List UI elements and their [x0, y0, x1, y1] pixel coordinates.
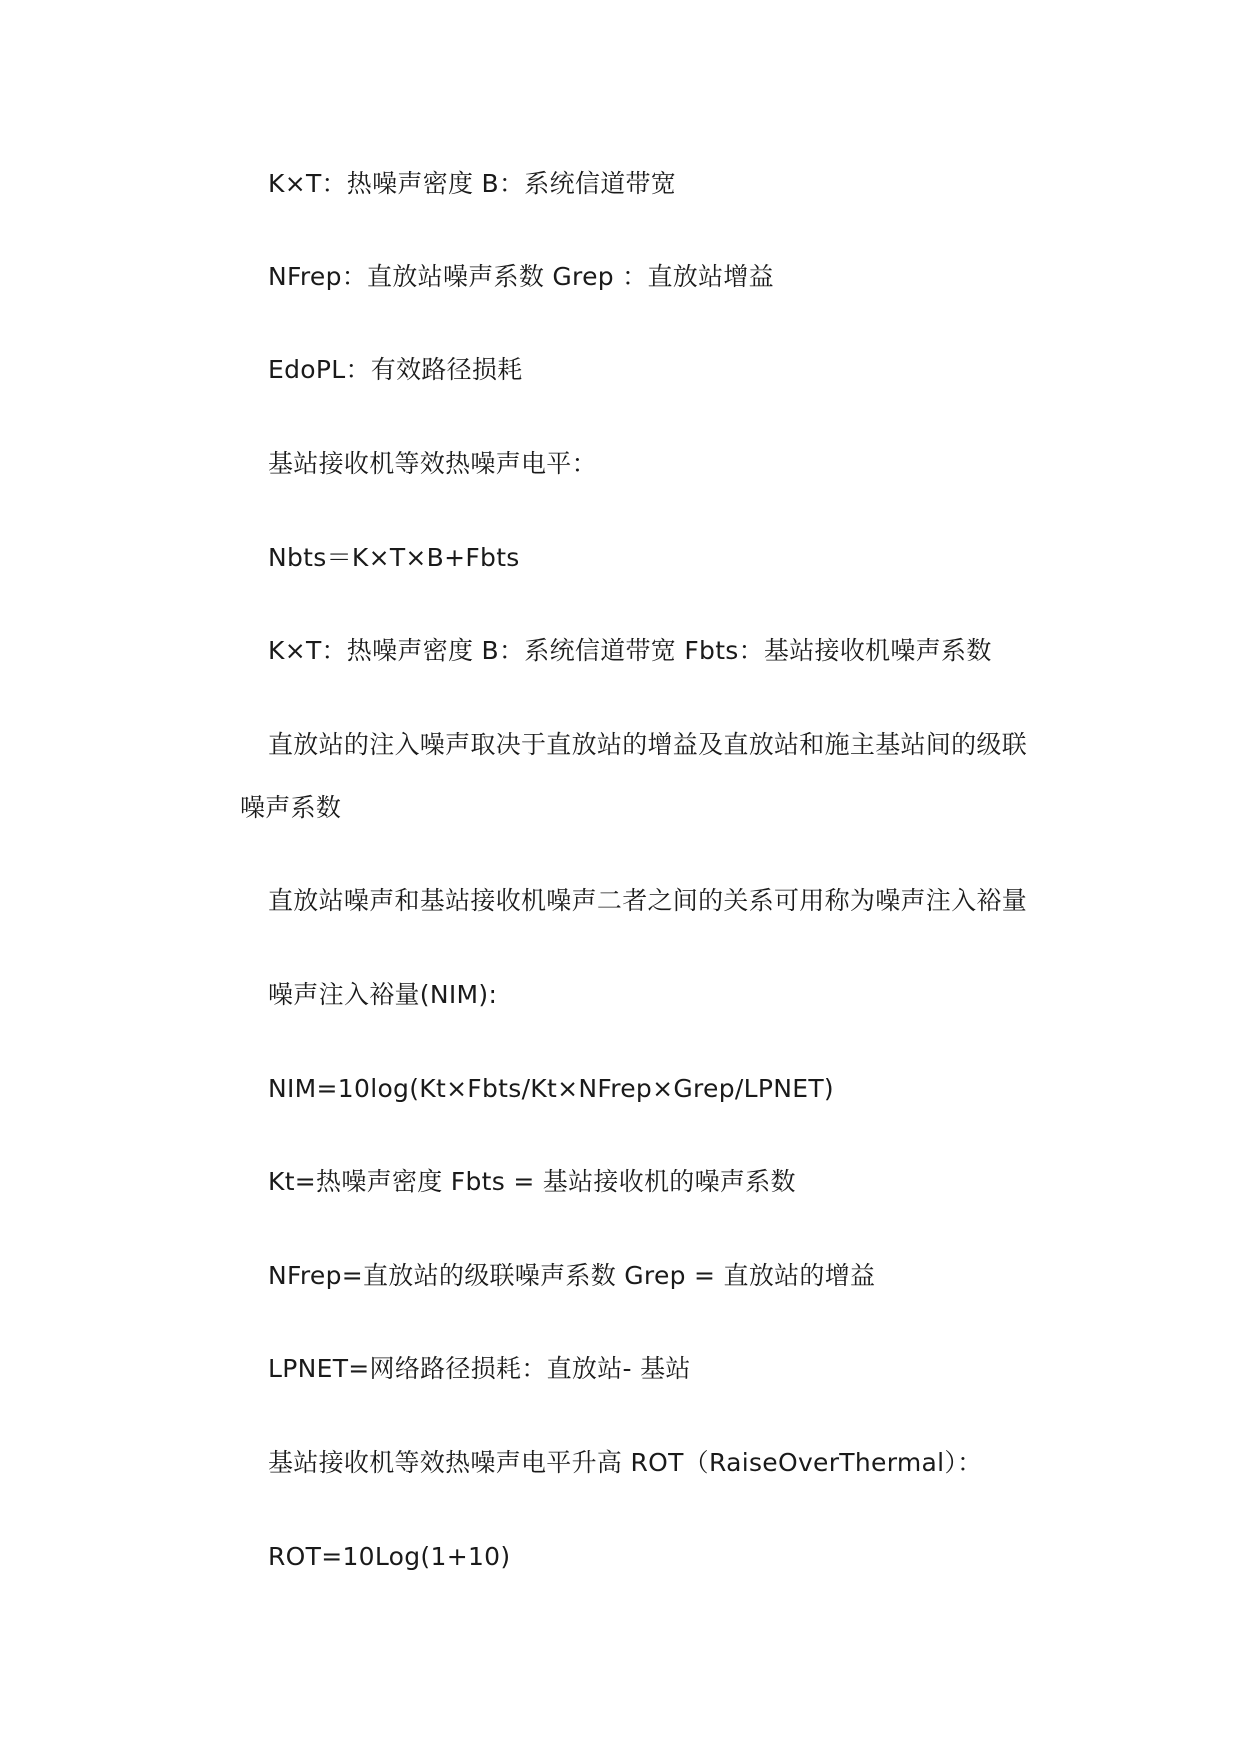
text-line-kt-definition: Kt=热噪声密度 Fbts = 基站接收机的噪声系数	[268, 1167, 796, 1196]
text-line-kt-fbts: K×T：热噪声密度 B：系统信道带宽 Fbts：基站接收机噪声系数	[268, 636, 992, 665]
text-line-rot-formula: ROT=10Log(1+10)	[268, 1542, 511, 1571]
text-line-injected-noise: 直放站的注入噪声取决于直放站的增益及直放站和施主基站间的级联	[268, 730, 1028, 759]
text-line-nfrep-definition: NFrep=直放站的级联噪声系数 Grep = 直放站的增益	[268, 1261, 876, 1290]
text-line-lpnet-definition: LPNET=网络路径损耗：直放站- 基站	[268, 1354, 691, 1383]
text-line-bts-noise-heading: 基站接收机等效热噪声电平：	[268, 449, 597, 478]
text-line-edopl: EdoPL：有效路径损耗	[268, 355, 523, 384]
text-line-nfrep-grep: NFrep：直放站噪声系数 Grep ：直放站增益	[268, 262, 774, 291]
text-line-nim-formula: NIM=10log(Kt×Fbts/Kt×NFrep×Grep/LPNET)	[268, 1074, 834, 1103]
text-line-rot-heading: 基站接收机等效热噪声电平升高 ROT（RaiseOverThermal）：	[268, 1448, 983, 1477]
text-line-nbts-formula: Nbts＝K×T×B+Fbts	[268, 543, 520, 572]
text-line-kt-bandwidth: K×T：热噪声密度 B：系统信道带宽	[268, 169, 677, 198]
text-line-noise-relation: 直放站噪声和基站接收机噪声二者之间的关系可用称为噪声注入裕量	[268, 886, 1028, 915]
text-line-nim-heading: 噪声注入裕量(NIM):	[268, 980, 498, 1009]
text-line-injected-noise-cont: 噪声系数	[240, 793, 342, 822]
